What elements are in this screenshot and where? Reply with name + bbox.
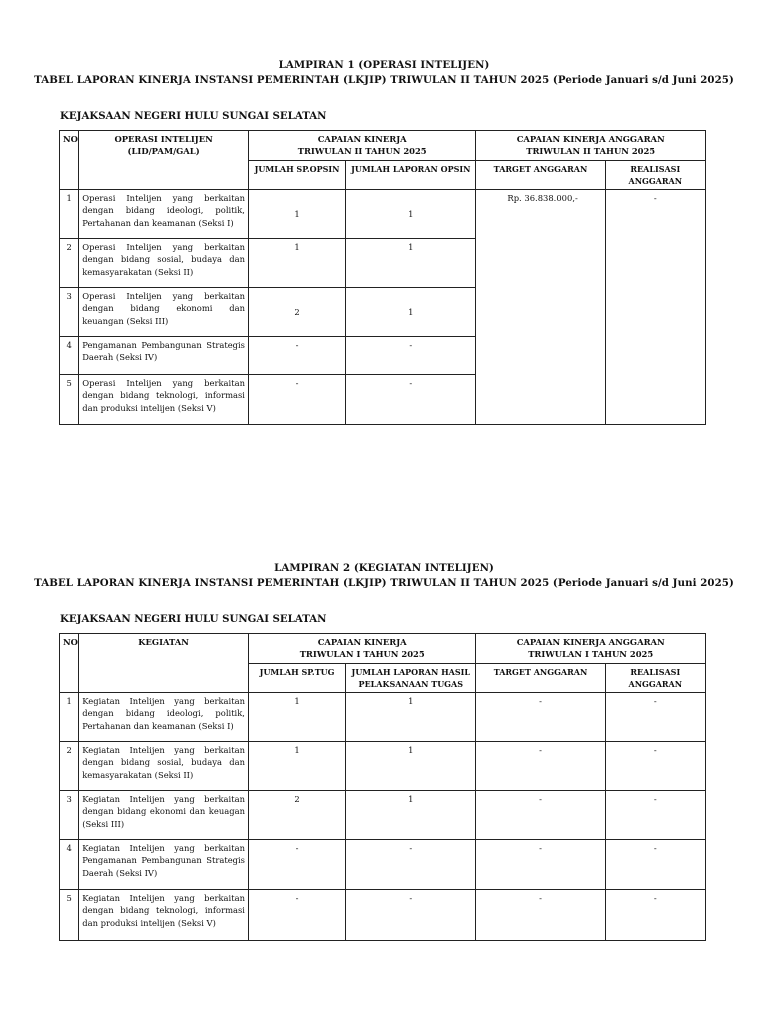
row-desc: Kegiatan Intelijen yang berkaitan dengan bidang ekonomi dan keuagan (Seksi III) <box>79 791 249 840</box>
row-sp-tug: - <box>248 840 345 890</box>
row-laporan-hasil: - <box>346 840 476 890</box>
lampiran1-table <box>59 130 706 425</box>
row-target-anggaran: - <box>476 840 605 890</box>
row-laporan-hasil: 1 <box>346 693 476 742</box>
header-capaian-kinerja <box>248 131 475 161</box>
row-no: 1 <box>60 190 79 239</box>
row-no: 4 <box>60 337 79 375</box>
header-anggaran-line1: CAPAIAN KINERJA ANGGARAN <box>516 637 665 647</box>
row-desc: Pengamanan Pembangunan Strategis Daerah (Seksi IV) <box>79 337 249 375</box>
row-laporan-opsin: 1 <box>346 190 476 239</box>
row-desc: Operasi Intelijen yang berkaitan dengan bidang teknologi, informasi dan produksi intelijen (Seksi V) <box>79 375 249 425</box>
row-realisasi-anggaran: - <box>605 840 705 890</box>
table-row <box>60 890 706 941</box>
row-no: 3 <box>60 288 79 337</box>
row-no: 3 <box>60 791 79 840</box>
row-desc: Kegiatan Intelijen yang berkaitan dengan bidang ideologi, politik, Pertahanan dan keamanan (Seksi I) <box>79 693 249 742</box>
lampiran2-title: LAMPIRAN 2 (KEGIATAN INTELIJEN) <box>274 562 494 574</box>
header-anggaran-line2: TRIWULAN I TAHUN 2025 <box>528 649 654 660</box>
header-capaian-line2: TRIWULAN I TAHUN 2025 <box>299 649 425 660</box>
lampiran1-org: KEJAKSAAN NEGERI HULU SUNGAI SELATAN <box>60 110 327 122</box>
header-capaian-line1: CAPAIAN KINERJA <box>317 637 407 647</box>
header-capaian-kinerja <box>248 634 475 664</box>
target-anggaran-value: Rp. 36.838.000,- <box>507 193 578 204</box>
table-row <box>60 742 706 791</box>
row-desc: Operasi Intelijen yang berkaitan dengan bidang ekonomi dan keuangan (Seksi III) <box>79 288 249 337</box>
row-desc: Operasi Intelijen yang berkaitan dengan bidang sosial, budaya dan kemasyarakatan (Seksi II) <box>79 239 249 288</box>
row-sp-tug: 2 <box>248 791 345 840</box>
lampiran2-org: KEJAKSAAN NEGERI HULU SUNGAI SELATAN <box>60 613 327 625</box>
lampiran1-title: LAMPIRAN 1 (OPERASI INTELIJEN) <box>278 59 490 71</box>
row-laporan-hasil: - <box>346 890 476 941</box>
header-realisasi-anggaran: REALISASI ANGGARAN <box>605 160 705 190</box>
header-anggaran-line1: CAPAIAN KINERJA ANGGARAN <box>516 134 665 144</box>
target-anggaran-cell <box>476 190 605 425</box>
lampiran1-subtitle: TABEL LAPORAN KINERJA INSTANSI PEMERINTAH (LKJIP) TRIWULAN II TAHUN 2025 (Periode Januari s/d Juni 2025) <box>34 74 734 86</box>
header-target-anggaran: TARGET ANGGARAN <box>476 160 605 190</box>
row-no: 5 <box>60 890 79 941</box>
lampiran2-table <box>59 633 706 941</box>
row-realisasi-anggaran: - <box>605 791 705 840</box>
row-desc: Operasi Intelijen yang berkaitan dengan bidang ideologi, politik, Pertahanan dan keamanan (Seksi I) <box>79 190 249 239</box>
header-operasi-line1: OPERASI INTELIJEN <box>114 134 213 144</box>
row-desc: Kegiatan Intelijen yang berkaitan dengan bidang sosial, budaya dan kemasyarakatan (Seksi II) <box>79 742 249 791</box>
row-no: 2 <box>60 239 79 288</box>
row-laporan-opsin: 1 <box>346 239 476 288</box>
header-no: NO <box>60 131 79 190</box>
header-laporan-opsin: JUMLAH LAPORAN OPSIN <box>346 160 476 190</box>
row-sp-opsin: - <box>248 337 345 375</box>
row-laporan-hasil: 1 <box>346 742 476 791</box>
row-target-anggaran: - <box>476 890 605 941</box>
row-no: 4 <box>60 840 79 890</box>
lampiran2-subtitle: TABEL LAPORAN KINERJA INSTANSI PEMERINTAH (LKJIP) TRIWULAN II TAHUN 2025 (Periode Januari s/d Juni 2025) <box>34 577 734 589</box>
row-sp-opsin: - <box>248 375 345 425</box>
row-laporan-opsin: 1 <box>346 288 476 337</box>
row-desc: Kegiatan Intelijen yang berkaitan dengan bidang teknologi, informasi dan produksi intelijen (Seksi V) <box>79 890 249 941</box>
row-sp-tug: 1 <box>248 742 345 791</box>
row-laporan-hasil: 1 <box>346 791 476 840</box>
header-capaian-anggaran <box>476 131 706 161</box>
header-laporan-hasil: JUMLAH LAPORAN HASIL PELAKSANAAN TUGAS <box>346 663 476 693</box>
row-target-anggaran: - <box>476 742 605 791</box>
row-sp-tug: 1 <box>248 693 345 742</box>
header-kegiatan: KEGIATAN <box>79 634 249 693</box>
row-desc: Kegiatan Intelijen yang berkaitan Pengamanan Pembangunan Strategis Daerah (Seksi IV) <box>79 840 249 890</box>
row-sp-opsin: 1 <box>248 239 345 288</box>
header-sp-opsin: JUMLAH SP.OPSIN <box>248 160 345 190</box>
row-realisasi-anggaran: - <box>605 890 705 941</box>
header-realisasi-anggaran: REALISASI ANGGARAN <box>605 663 705 693</box>
row-laporan-opsin: - <box>346 375 476 425</box>
row-target-anggaran: - <box>476 693 605 742</box>
lampiran2-header <box>0 561 768 591</box>
header-no: NO <box>60 634 79 693</box>
row-no: 2 <box>60 742 79 791</box>
lampiran1-header <box>0 58 768 88</box>
header-capaian-line2: TRIWULAN II TAHUN 2025 <box>297 146 427 157</box>
table-row <box>60 693 706 742</box>
table-row <box>60 190 706 239</box>
row-no: 5 <box>60 375 79 425</box>
row-laporan-opsin: - <box>346 337 476 375</box>
realisasi-anggaran-cell: - <box>605 190 705 425</box>
row-sp-opsin: 1 <box>248 190 345 239</box>
header-target-anggaran: TARGET ANGGARAN <box>476 663 605 693</box>
row-sp-tug: - <box>248 890 345 941</box>
header-capaian-anggaran <box>476 634 706 664</box>
header-operasi <box>79 131 249 190</box>
row-sp-opsin: 2 <box>248 288 345 337</box>
header-anggaran-line2: TRIWULAN II TAHUN 2025 <box>526 146 656 157</box>
row-realisasi-anggaran: - <box>605 742 705 791</box>
header-capaian-line1: CAPAIAN KINERJA <box>317 134 407 144</box>
table-row <box>60 840 706 890</box>
row-realisasi-anggaran: - <box>605 693 705 742</box>
table-row <box>60 791 706 840</box>
row-target-anggaran: - <box>476 791 605 840</box>
header-sp-tug: JUMLAH SP.TUG <box>248 663 345 693</box>
header-operasi-line2: (LID/PAM/GAL) <box>127 146 200 157</box>
row-no: 1 <box>60 693 79 742</box>
